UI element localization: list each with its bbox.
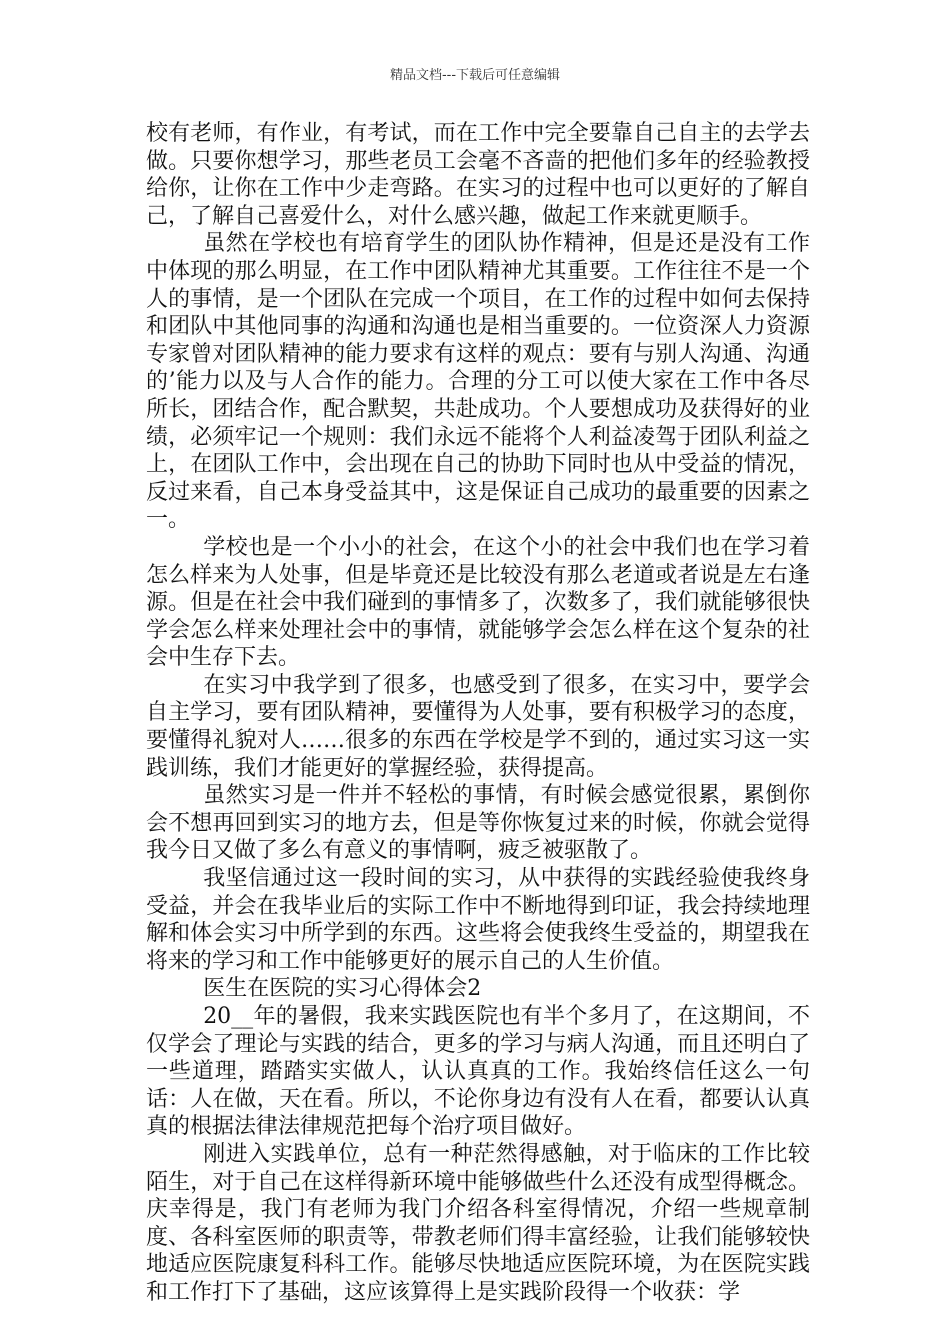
document-body <box>146 120 810 1307</box>
section-title: 医生在医院的实习心得体会2 <box>203 976 482 1002</box>
paragraph: 学校也是一个小小的社会，在这个小的社会中我们也在学习着怎么样来为人处事，但是毕竟还是比较没有那么老道或者说是左右逢源。但是在社会中我们碰到的事情多了，次数多了，我们就能够很快学会怎么样来处理社会中的事情，就能够学会怎么样在这个复杂的社会中生存下去。 <box>146 534 810 671</box>
paragraph: 虽然实习是一件并不轻松的事情，有时候会感觉很累，累倒你会不想再回到实习的地方去，但是等你恢复过来的时候，你就会觉得我今日又做了多么有意义的事情啊，疲乏被驱散了。 <box>146 783 810 864</box>
paragraph: 虽然在学校也有培育学生的团队协作精神，但是还是没有工作中体现的那么明显，在工作中团队精神尤其重要。工作往往不是一个人的事情，是一个团队在完成一个项目，在工作的过程中如何去保持和团队中其他同事的沟通和沟通也是相当重要的。一位资深人力资源专家曾对团队精神的能力要求有这样的观点：要有与别人沟通、沟通的’能力以及与人合作的能力。合理的分工可以使大家在工作中各尽所长，团结合作，配合默契，共赴成功。个人要想成功及获得好的业绩，必须牢记一个规则：我们永远不能将个人利益凌驾于团队利益之上，在团队工作中，会出现在自己的协助下同时也从中受益的情况，反过来看，自己本身受益其中，这是保证自己成功的最重要的因素之一。 <box>146 231 810 533</box>
paragraph: 20__年的暑假，我来实践医院也有半个多月了，在这期间，不仅学会了理论与实践的结合，更多的学习与病人沟通，而且还明白了一些道理，踏踏实实做人，认认真真的工作。我始终信任这么一句话：人在做，天在看。所以，不论你身边有没有人在看，都要认认真真的根据法律法律规范把每个治疗项目做好。 <box>146 1004 810 1140</box>
paragraph: 刚进入实践单位，总有一种茫然得感触，对于临床的工作比较陌生，对于自己在这样得新环境中能够做些什么还没有成型得概念。庆幸得是，我门有老师为我门介绍各科室得情况，介绍一些规章制度、各科室医师的职责等，带教老师们得丰富经验，让我们能够较快地适应医院康复科科工作。能够尽快地适应医院环境，为在医院实践和工作打下了基础，这应该算得上是实践阶段得一个收获：学 <box>146 1141 810 1305</box>
paragraph: 校有老师，有作业，有考试，而在工作中完全要靠自己自主的去学去做。只要你想学习，那些老员工会毫不吝啬的把他们多年的经验教授给你，让你在工作中少走弯路。在实习的过程中也可以更好的了解自己，了解自己喜爱什么，对什么感兴趣，做起工作来就更顺手。 <box>146 121 810 229</box>
paragraph: 在实习中我学到了很多，也感受到了很多，在实习中，要学会自主学习，要有团队精神，要懂得为人处事，要有积极学习的态度，要懂得礼貌对人……很多的东西在学校是学不到的，通过实习这一实践训练，我们才能更好的掌握经验，获得提高。 <box>146 672 810 781</box>
paragraph: 我坚信通过这一段时间的实习，从中获得的实践经验使我终身受益，并会在我毕业后的实际工作中不断地得到印证，我会持续地理解和体会实习中所学到的东西。这些将会使我终生受益的，期望我在将来的学习和工作中能够更好的展示自己的人生价值。 <box>146 866 810 974</box>
page-header: 精品文档---下载后可任意编辑 <box>389 68 561 83</box>
